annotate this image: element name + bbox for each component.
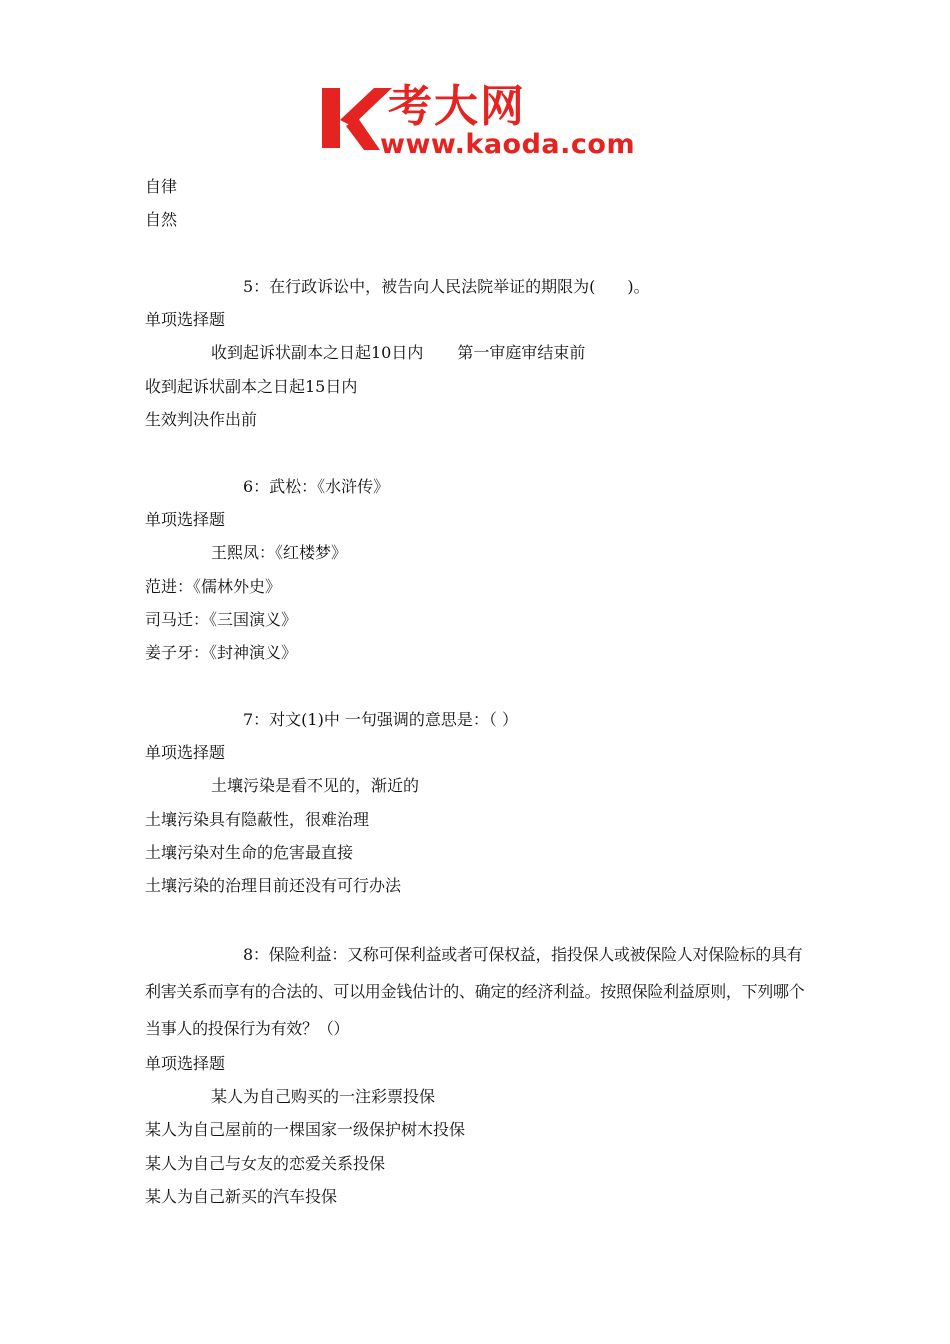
q7-stem: 7：对文(1)中 一句强调的意思是：（ ） xyxy=(243,709,519,729)
q8-stem: 8：保险利益：又称可保利益或者可保权益，指投保人或被保险人对保险标的具有利害关系而享有的合法的、可以用金钱估计的、确定的经济利益。按照保险利益原则，下列哪个当事人的投保行为有效？（） xyxy=(145,944,805,1038)
q8-option-1[interactable]: 某人为自己购买的一注彩票投保 xyxy=(211,1087,436,1107)
q6-option-1[interactable]: 王熙凤：《红楼梦》 xyxy=(211,543,348,563)
q5-option-1[interactable]: 收到起诉状副本之日起10日内 xyxy=(211,343,424,363)
q5-option-3[interactable]: 收到起诉状副本之日起15日内 xyxy=(145,376,358,396)
question-content xyxy=(145,170,815,1213)
q4-option-3: 自律 xyxy=(145,177,178,196)
q7-option-3[interactable]: 土壤污染对生命的危害最直接 xyxy=(145,842,354,862)
q5-type: 单项选择题 xyxy=(145,310,226,330)
q6-type: 单项选择题 xyxy=(145,509,226,529)
kaoda-logo[interactable] xyxy=(318,82,638,162)
q7-option-2[interactable]: 土壤污染具有隐蔽性，很难治理 xyxy=(145,809,370,829)
q6-option-2[interactable]: 范进：《儒林外史》 xyxy=(145,576,282,596)
q5-option-4[interactable]: 生效判决作出前 xyxy=(145,410,258,430)
q8-type: 单项选择题 xyxy=(145,1053,226,1073)
q8-option-3[interactable]: 某人为自己与女友的恋爱关系投保 xyxy=(145,1153,386,1173)
logo-cn-text: 考大网 xyxy=(388,81,526,132)
q5-stem: 5：在行政诉讼中，被告向人民法院举证的期限为( )。 xyxy=(243,276,650,296)
logo-url-text: www.kaoda.com xyxy=(380,129,636,160)
q5-option-row-1 xyxy=(145,336,815,369)
q7-option-4[interactable]: 土壤污染的治理目前还没有可行办法 xyxy=(145,876,402,896)
q6-option-4[interactable]: 姜子牙：《封神演义》 xyxy=(145,643,298,663)
q5-option-2[interactable]: 第一审庭审结束前 xyxy=(457,343,586,363)
q6-stem: 6：武松：《水浒传》 xyxy=(243,476,390,496)
q4-option-4: 自然 xyxy=(145,210,178,230)
q8-option-4[interactable]: 某人为自己新买的汽车投保 xyxy=(145,1187,338,1207)
q7-type: 单项选择题 xyxy=(145,743,226,763)
q8-option-2[interactable]: 某人为自己屋前的一棵国家一级保护树木投保 xyxy=(145,1120,466,1140)
q7-option-1[interactable]: 土壤污染是看不见的，渐近的 xyxy=(211,776,420,796)
q6-option-3[interactable]: 司马迁：《三国演义》 xyxy=(145,609,298,629)
